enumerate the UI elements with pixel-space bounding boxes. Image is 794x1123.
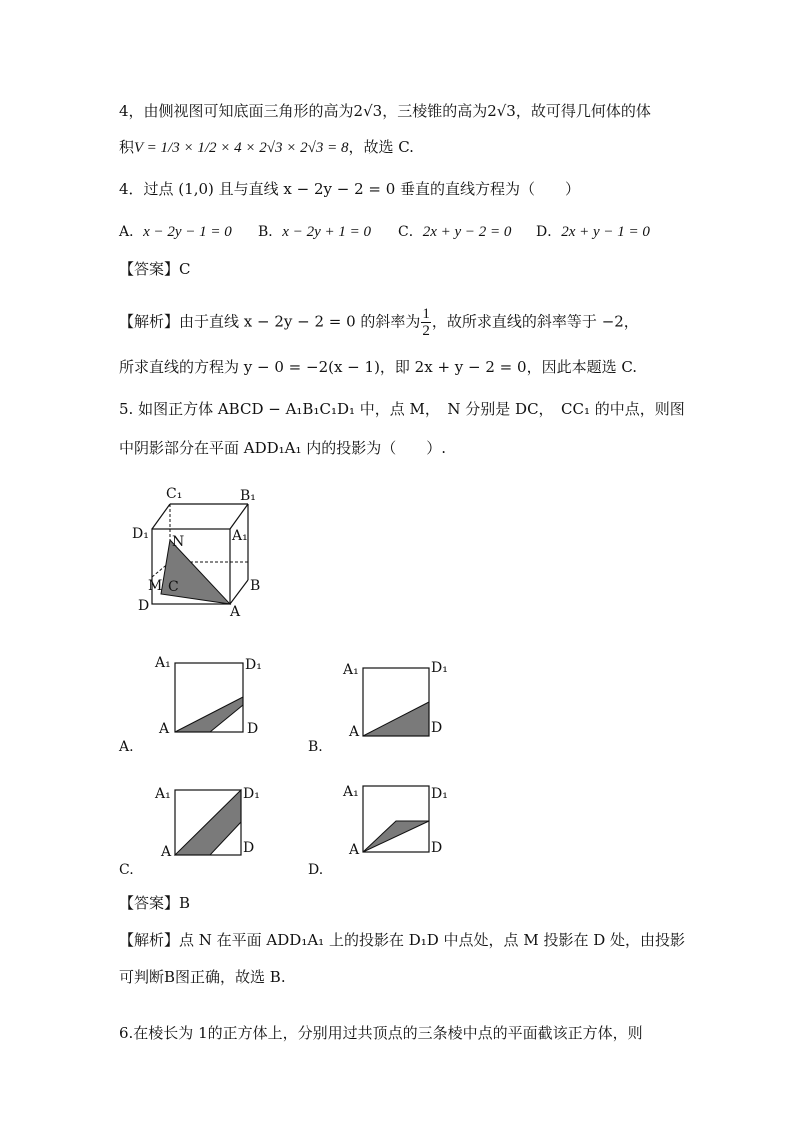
cube-label-d: D — [138, 598, 150, 614]
q4-option-d — [536, 222, 650, 242]
q5-analysis-2-text: 可判断B图正确，故选 B. — [119, 968, 286, 986]
opt-d-label-d: D — [431, 840, 443, 856]
opt-d-label-a: A — [349, 842, 360, 858]
opt-b-label-a1: A₁ — [343, 662, 359, 678]
q5-stem-2 — [119, 437, 446, 459]
cube-label-c1: C₁ — [166, 486, 183, 502]
q5-option-d-figure — [343, 780, 453, 860]
opt-c-label-a1: A₁ — [155, 786, 171, 802]
q4-answer-text: 【答案】C — [119, 260, 191, 278]
q6-stem — [119, 1022, 643, 1044]
solution-prefix: 积 — [119, 138, 135, 156]
fraction-denominator: 2 — [422, 323, 430, 339]
q4-answer — [119, 258, 190, 280]
opt-a-label-a1: A₁ — [155, 655, 171, 671]
opt-a-label-a: A — [159, 721, 170, 737]
q5-answer-text: 【答案】B — [119, 894, 191, 912]
q5-analysis-1-text: 【解析】点 N 在平面 ADD₁A₁ 上的投影在 D₁D 中点处，点 M 投影在 D 处，由投影 — [119, 931, 686, 949]
opt-c-label-a: A — [161, 844, 172, 860]
q4-analysis-2-text: 所求直线的方程为 y − 0 = −2(x − 1)，即 2x + y − 2 = 0，因此本题选 C. — [119, 358, 638, 376]
cube-figure — [130, 482, 270, 622]
cube-label-m: M — [148, 578, 163, 594]
opt-b-label-d1: D₁ — [431, 660, 448, 676]
q4-option-a-key: A． — [119, 224, 144, 240]
q5-answer — [119, 892, 190, 914]
q5-option-c-figure — [155, 782, 265, 862]
opt-c-label-d1: D₁ — [243, 786, 260, 802]
solution-text-1: 4，由侧视图可知底面三角形的高为2√3，三棱锥的高为2√3，故可得几何体的体 — [119, 102, 651, 120]
solution-line-1 — [119, 100, 651, 122]
q5-analysis-1 — [119, 929, 685, 951]
solution-line-2 — [119, 136, 414, 159]
opt-c-label-d: D — [243, 840, 255, 856]
cube-label-a: A — [230, 604, 241, 620]
q4-analysis-1b: ，故所求直线的斜率等于 −2， — [431, 312, 639, 331]
opt-a-label-d: D — [247, 721, 259, 737]
q4-option-a — [119, 222, 232, 242]
q5-option-b-figure — [343, 660, 453, 745]
q5-analysis-2 — [119, 966, 286, 988]
solution-suffix: ，故选 C. — [348, 138, 414, 156]
opt-a-label-d1: D₁ — [245, 657, 262, 673]
q5-option-d-key: D. — [308, 862, 324, 878]
q4-option-b-expr: x − 2y + 1 = 0 — [282, 224, 371, 240]
q5-option-c-key: C. — [119, 862, 134, 878]
q4-option-b-key: B． — [258, 224, 283, 240]
q4-option-d-expr: 2x + y − 1 = 0 — [561, 224, 650, 240]
q5-stem-1 — [119, 398, 685, 420]
q6-stem-text: 6.在棱长为 1的正方体上，分别用过共顶点的三条棱中点的平面截该正方体，则 — [119, 1024, 643, 1042]
volume-formula: V = 1/3 × 1/2 × 4 × 2√3 × 2√3 = 8 — [134, 140, 349, 156]
q4-option-c — [398, 222, 511, 242]
q4-option-a-expr: x − 2y − 1 = 0 — [143, 224, 232, 240]
q4-option-c-key: C． — [398, 224, 423, 240]
fraction-numerator: 1 — [422, 306, 430, 322]
q4-analysis-1a: 【解析】由于直线 x − 2y − 2 = 0 的斜率为 — [119, 312, 421, 331]
q4-stem-text: 4．过点 (1,0) 且与直线 x − 2y − 2 = 0 垂直的直线方程为（ ） — [119, 180, 581, 198]
opt-b-label-d: D — [431, 720, 443, 736]
q5-stem-2-text: 中阴影部分在平面 ADD₁A₁ 内的投影为（ ）. — [119, 439, 447, 457]
q5-option-b-key: B. — [308, 739, 323, 755]
slope-fraction — [421, 306, 431, 339]
cube-label-b: B — [250, 578, 261, 594]
opt-d-label-d1: D₁ — [431, 786, 448, 802]
q4-option-d-key: D． — [536, 224, 562, 240]
q4-analysis-1 — [119, 306, 639, 339]
cube-label-c: C — [168, 579, 179, 595]
opt-d-label-a1: A₁ — [343, 784, 359, 800]
cube-label-d1: D₁ — [132, 526, 149, 542]
q4-option-b — [258, 222, 371, 242]
q5-option-a-key: A. — [119, 739, 134, 755]
q5-stem-1-text: 5. 如图正方体 ABCD − A₁B₁C₁D₁ 中，点 M， N 分别是 DC， CC₁ 的中点，则图 — [119, 400, 685, 418]
q4-stem — [119, 178, 580, 200]
q4-analysis-2 — [119, 356, 637, 378]
opt-b-label-a: A — [349, 724, 360, 740]
cube-label-b1: B₁ — [240, 488, 256, 504]
cube-label-n: N — [172, 534, 185, 550]
q5-option-a-figure — [155, 655, 265, 740]
q4-option-c-expr: 2x + y − 2 = 0 — [422, 224, 512, 240]
cube-label-a1: A₁ — [232, 528, 248, 544]
